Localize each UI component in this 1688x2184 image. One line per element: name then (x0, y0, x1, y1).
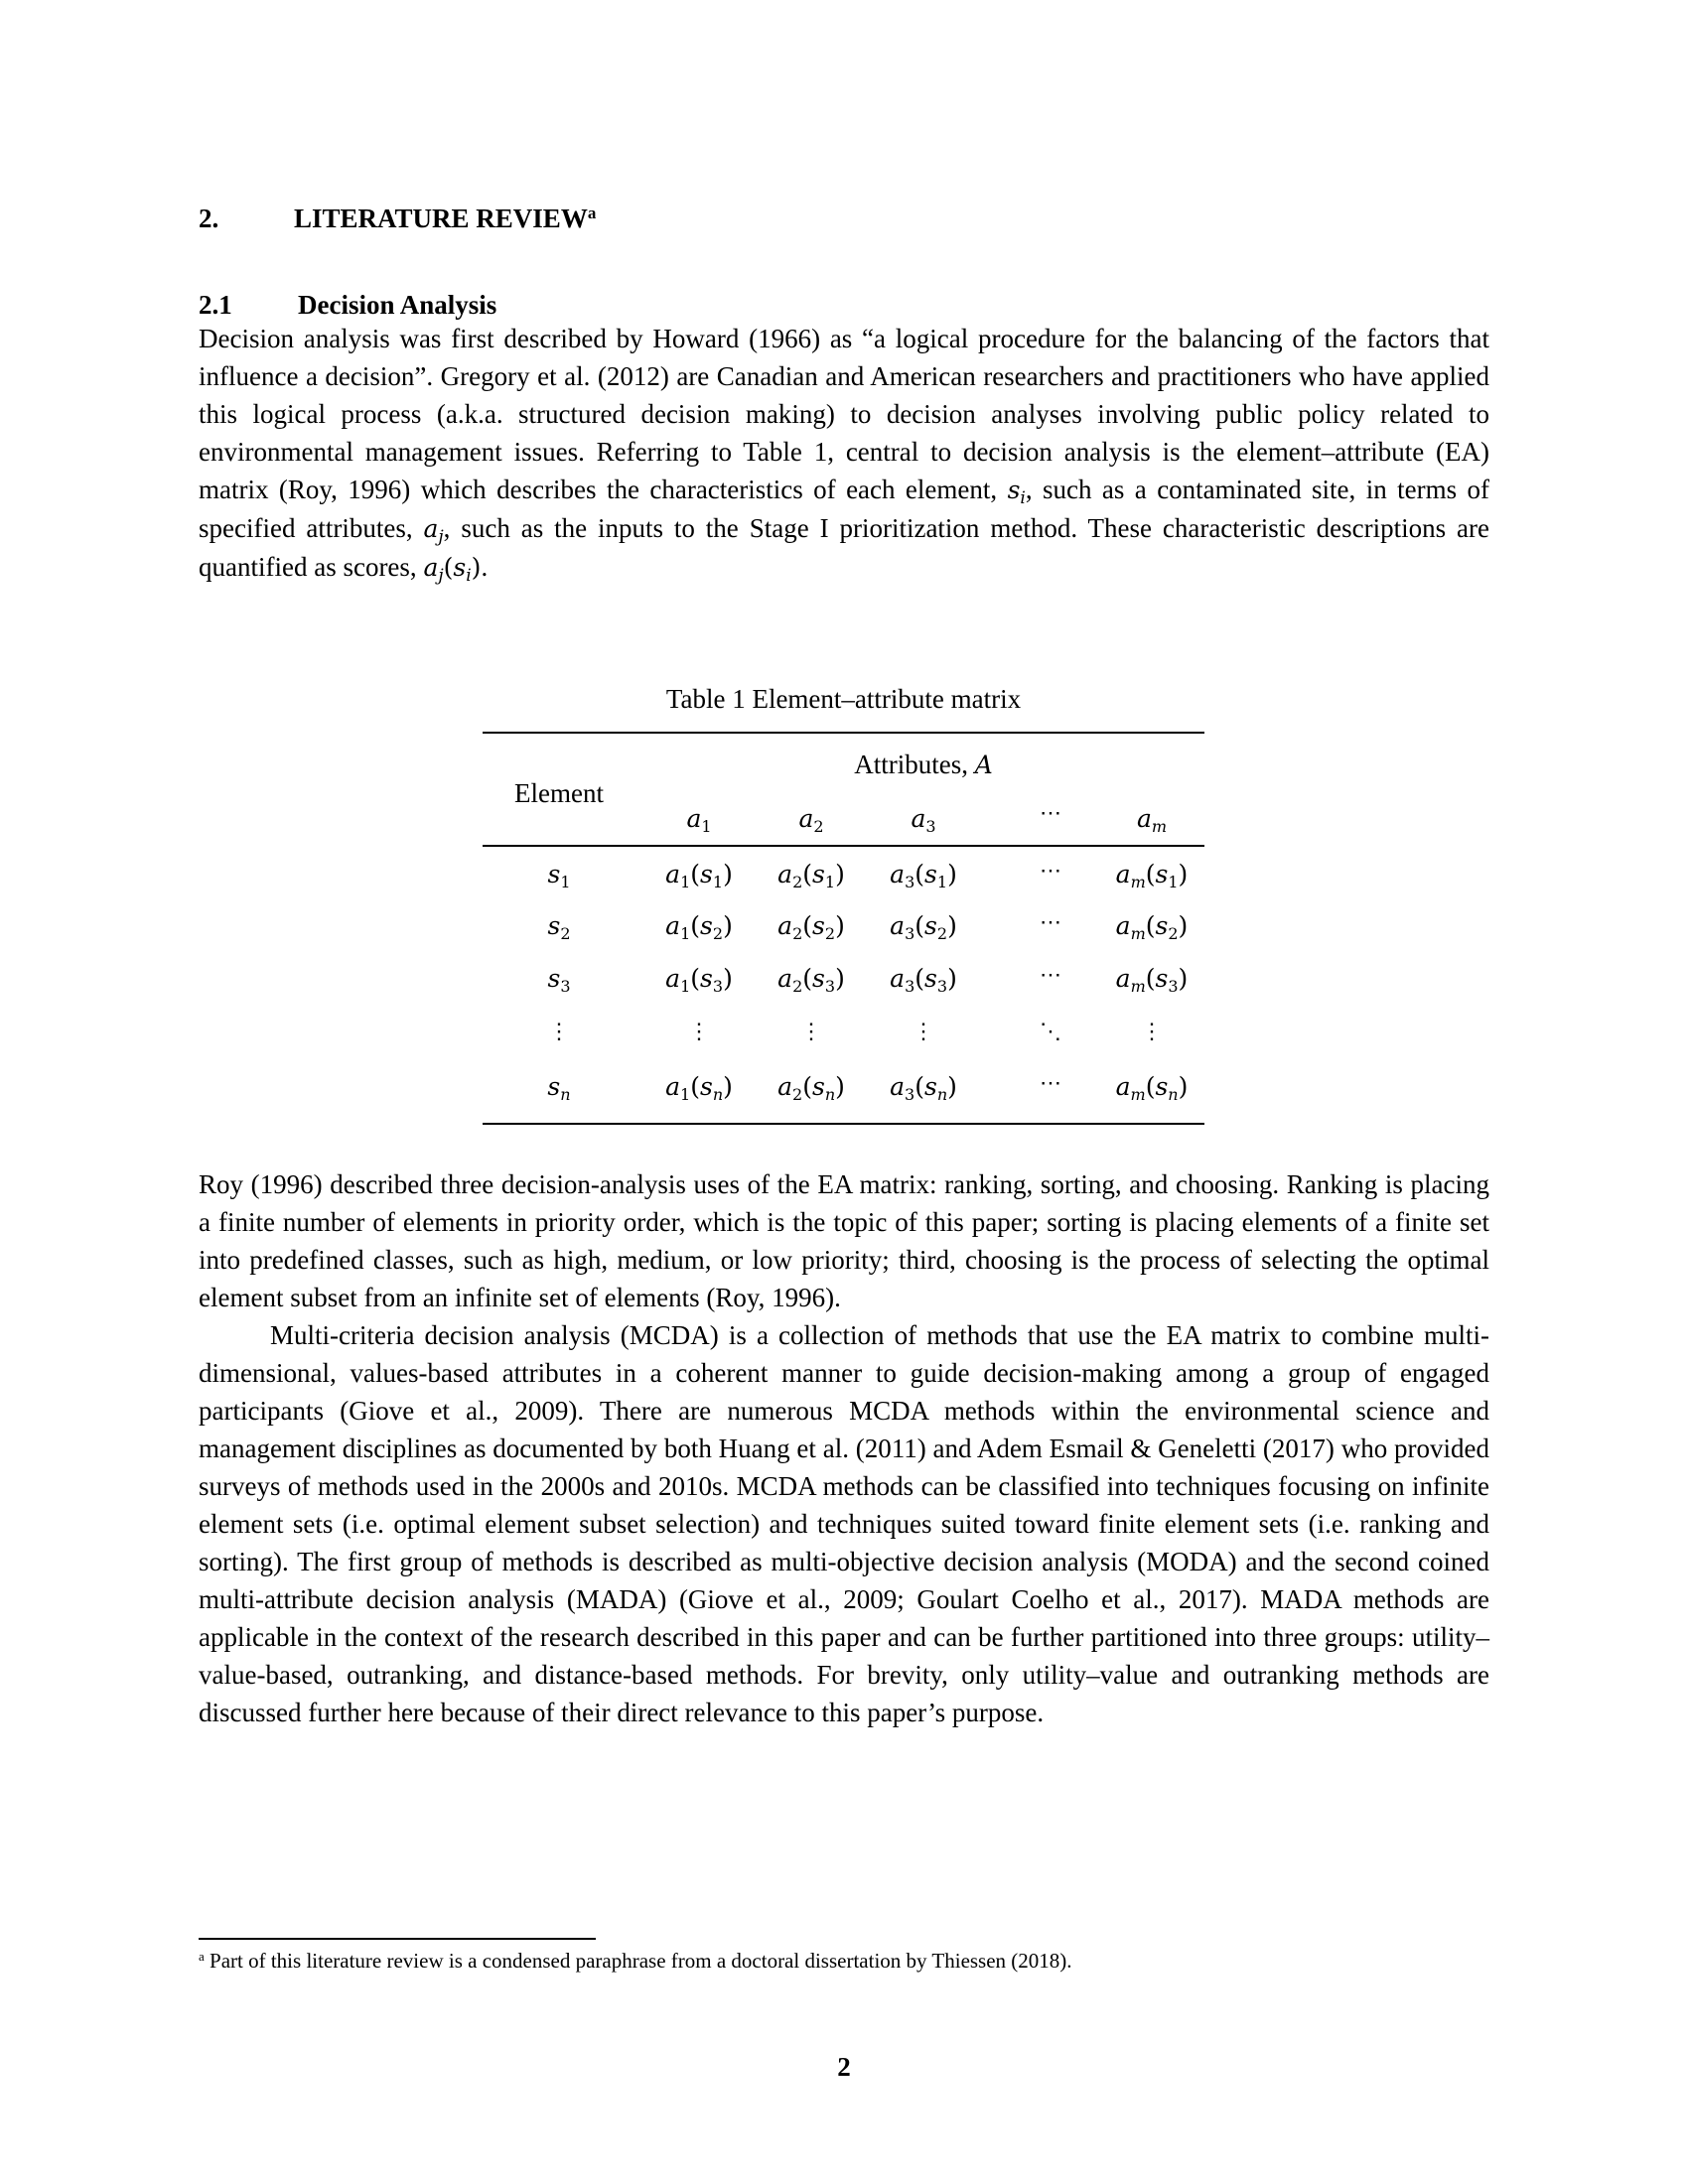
col-base: a (911, 804, 926, 833)
symbol-base: a (423, 514, 439, 543)
table-cell: $a_2(s_2)$ (777, 911, 845, 943)
col-ellipsis: ⋯ (1040, 801, 1061, 826)
attributes-symbol: A (974, 751, 993, 779)
table-cell: $a_2(s_3)$ (777, 964, 845, 996)
section-number: 2. (199, 204, 219, 233)
col-sub: 3 (925, 817, 936, 836)
element-attribute-table (483, 0, 1204, 2184)
cell-el-index: n (936, 1085, 948, 1104)
symbol-score (423, 553, 482, 586)
el-sub: 3 (560, 977, 571, 996)
cell-attr-index: 1 (680, 873, 691, 891)
col-base: a (798, 804, 814, 833)
cell-el-index: n (1168, 1085, 1179, 1104)
el-base: s (547, 860, 561, 888)
paragraph-1-text-a: Decision analysis was first described by Howard (1966) as “a logical procedure for the balancing of the factors that influence a decision”. Gregory et al. (2012) are Canadian and American researchers and practitioners who have applied this logical process (a.k.a. structured decision making) to decision analyses involving public policy related to environmental management issues. Referring to Table 1, central to decision analysis is the element–attribute (EA) matrix (Roy, 1996) which describes the characteristics of each element, (199, 324, 1489, 504)
vdots: ⋮ (800, 1020, 822, 1044)
column-header-ellipsis (1040, 798, 1061, 829)
col-sub: m (1151, 817, 1168, 836)
table-cell: $a_3(s_n)$ (890, 1072, 957, 1104)
paren-close: ) (471, 553, 482, 582)
attributes-label: Attributes, (854, 750, 975, 779)
cell-el-index: 1 (936, 873, 948, 891)
cell-ellipsis: ⋯ (1040, 910, 1061, 935)
cell-attr-index: 3 (905, 924, 915, 943)
el-sub: n (560, 1085, 571, 1104)
col-sub: 1 (701, 817, 712, 836)
col-base: a (1136, 804, 1152, 833)
cell-attr-index: m (1130, 977, 1146, 996)
table-cell: $a_3(s_1)$ (890, 860, 957, 891)
cell-el-index: 2 (936, 924, 948, 943)
row-element-s3 (547, 964, 570, 995)
cell-el-index: 1 (824, 873, 836, 891)
cell-attr-index: 1 (680, 977, 691, 996)
cell-attr-index: 2 (792, 924, 803, 943)
section-title-text: LITERATURE REVIEW (294, 204, 588, 233)
table-cell: $a_3(s_3)$ (890, 964, 957, 996)
cell-attr-index: 2 (792, 1085, 803, 1104)
symbol-base: s (453, 553, 467, 582)
paren-open: ( (443, 553, 454, 582)
footnote-separator (199, 1938, 596, 1940)
table-cell-ellipsis (1040, 907, 1061, 938)
symbol-sub: i (466, 566, 472, 586)
table-cell: $a_2(s_1)$ (777, 860, 845, 891)
row-element-sn (547, 1072, 570, 1103)
cell-el-index: n (824, 1085, 836, 1104)
ddots: ⋱ (1040, 1020, 1061, 1044)
vdots: ⋮ (548, 1020, 570, 1044)
paragraph-mcda (199, 1165, 1489, 1731)
cell-attr-index: m (1130, 873, 1146, 891)
cell-el-index: 2 (824, 924, 836, 943)
footnote-reference[interactable]: a (587, 204, 597, 222)
vdots: ⋮ (688, 1020, 710, 1044)
section-heading (199, 203, 597, 234)
table-cell: $a_3(s_2)$ (890, 911, 957, 943)
table-cell-vdots (688, 1017, 710, 1047)
cell-ellipsis: ⋯ (1040, 963, 1061, 988)
cell-el-index: n (712, 1085, 724, 1104)
row-element-s1 (547, 860, 570, 890)
page-number: 2 (837, 2052, 851, 2082)
table-header-attributes (854, 750, 993, 780)
table-cell: $a_m(s_1)$ (1115, 860, 1189, 891)
table-cell: $a_1(s_3)$ (665, 964, 733, 996)
subsection-title: Decision Analysis (298, 290, 497, 320)
table-cell-vdots (913, 1017, 934, 1047)
cell-el-index: 3 (1168, 977, 1179, 996)
paragraph-1-text-b: , such as a contaminated site, in terms of specified attributes, (199, 475, 1490, 543)
table-cell-ellipsis (1040, 1068, 1061, 1099)
row-element-vdots (548, 1017, 570, 1047)
table-cell: $a_1(s_1)$ (665, 860, 733, 891)
cell-attr-index: m (1130, 1085, 1146, 1104)
el-base: s (547, 911, 561, 940)
cell-attr-index: m (1130, 924, 1146, 943)
cell-attr-index: 1 (680, 1085, 691, 1104)
cell-el-index: 2 (1168, 924, 1179, 943)
cell-ellipsis: ⋯ (1040, 859, 1061, 884)
subsection-heading (199, 289, 497, 321)
footnote (199, 1948, 1072, 1974)
cell-attr-index: 3 (905, 873, 915, 891)
paragraph-2: Roy (1996) described three decision-analysis uses of the EA matrix: ranking, sorting, and choosing. Ranking is placing a finite number of elements in priority order, which is the topic of this paper; sorting is placing elements of a finite set into predefined classes, such as high, medium, or low priority; third, choosing is the process of selecting the optimal element subset from an infinite set of elements (Roy, 1996). (199, 1169, 1489, 1312)
footnote-text: Part of this literature review is a condensed paraphrase from a doctoral dissertation by Thiessen (2018). (204, 1949, 1072, 1973)
cell-el-index: 3 (824, 977, 836, 996)
cell-el-index: 1 (712, 873, 724, 891)
table-cell-vdots (800, 1017, 822, 1047)
table-cell: $a_m(s_2)$ (1115, 911, 1189, 943)
col-base: a (686, 804, 702, 833)
column-header-a1 (686, 804, 711, 835)
symbol-base: s (1007, 476, 1021, 504)
table-header-element: Element (514, 778, 604, 808)
footnote-marker: a (199, 1949, 205, 1964)
el-base: s (547, 964, 561, 993)
table-cell-ellipsis (1040, 960, 1061, 991)
symbol-sub: j (438, 566, 444, 586)
vdots: ⋮ (913, 1020, 934, 1044)
table-cell-vdots (1141, 1017, 1163, 1047)
symbol-sub: j (438, 527, 444, 547)
el-base: s (547, 1072, 561, 1101)
vdots: ⋮ (1141, 1020, 1163, 1044)
column-header-a2 (798, 804, 823, 835)
table-cell: $a_1(s_2)$ (665, 911, 733, 943)
symbol-a-j (423, 514, 444, 547)
symbol-base: a (423, 553, 439, 582)
cell-el-index: 2 (712, 924, 724, 943)
cell-attr-index: 2 (792, 873, 803, 891)
paragraph-1-text-d: . (481, 552, 489, 582)
table-cell: $a_1(s_n)$ (665, 1072, 733, 1104)
row-element-s2 (547, 911, 570, 942)
cell-attr-index: 3 (905, 1085, 915, 1104)
cell-attr-index: 2 (792, 977, 803, 996)
el-sub: 1 (560, 873, 571, 891)
column-header-a3 (911, 804, 935, 835)
table-caption: Table 1 Element–attribute matrix (665, 684, 1022, 714)
table-cell-ddots (1040, 1017, 1061, 1047)
table-cell: $a_m(s_3)$ (1115, 964, 1189, 996)
table-cell: $a_m(s_n)$ (1115, 1072, 1189, 1104)
col-sub: 2 (813, 817, 824, 836)
table-cell: $a_2(s_n)$ (777, 1072, 845, 1104)
subsection-number: 2.1 (199, 290, 232, 320)
cell-attr-index: 3 (905, 977, 915, 996)
paragraph-1-text-c: , such as the inputs to the Stage I prioritization method. These characteristic descriptions are quantified as scores, (199, 513, 1489, 582)
cell-attr-index: 1 (680, 924, 691, 943)
cell-el-index: 3 (936, 977, 948, 996)
el-sub: 2 (560, 924, 571, 943)
symbol-sub: i (1020, 488, 1026, 508)
cell-ellipsis: ⋯ (1040, 1071, 1061, 1096)
cell-el-index: 3 (712, 977, 724, 996)
column-header-am (1137, 804, 1167, 835)
cell-el-index: 1 (1168, 873, 1179, 891)
paragraph-3: Multi-criteria decision analysis (MCDA) is a collection of methods that use the EA matrix to combine multi-dimensional, values-based attributes in a coherent manner to guide decision-making among a group of engaged participants (Giove et al., 2009). There are numerous MCDA methods within the environmental science and management disciplines as documented by both Huang et al. (2011) and Adem Esmail & Geneletti (2017) who provided surveys of methods used in the 2000s and 2010s. MCDA methods can be classified into techniques focusing on infinite element sets (i.e. optimal element subset selection) and techniques suited toward finite element sets (i.e. ranking and sorting). The first group of methods is described as multi-objective decision analysis (MODA) and the second coined multi-attribute decision analysis (MADA) (Giove et al., 2009; Goulart Coelho et al., 2017). MADA methods are applicable in the context of the research described in this paper and can be further partitioned into three groups: utility–value-based, outranking, and distance-based methods. For brevity, only utility–value and outranking methods are discussed further here because of their direct relevance to this paper’s purpose. (199, 1320, 1489, 1727)
table-cell-ellipsis (1040, 856, 1061, 887)
